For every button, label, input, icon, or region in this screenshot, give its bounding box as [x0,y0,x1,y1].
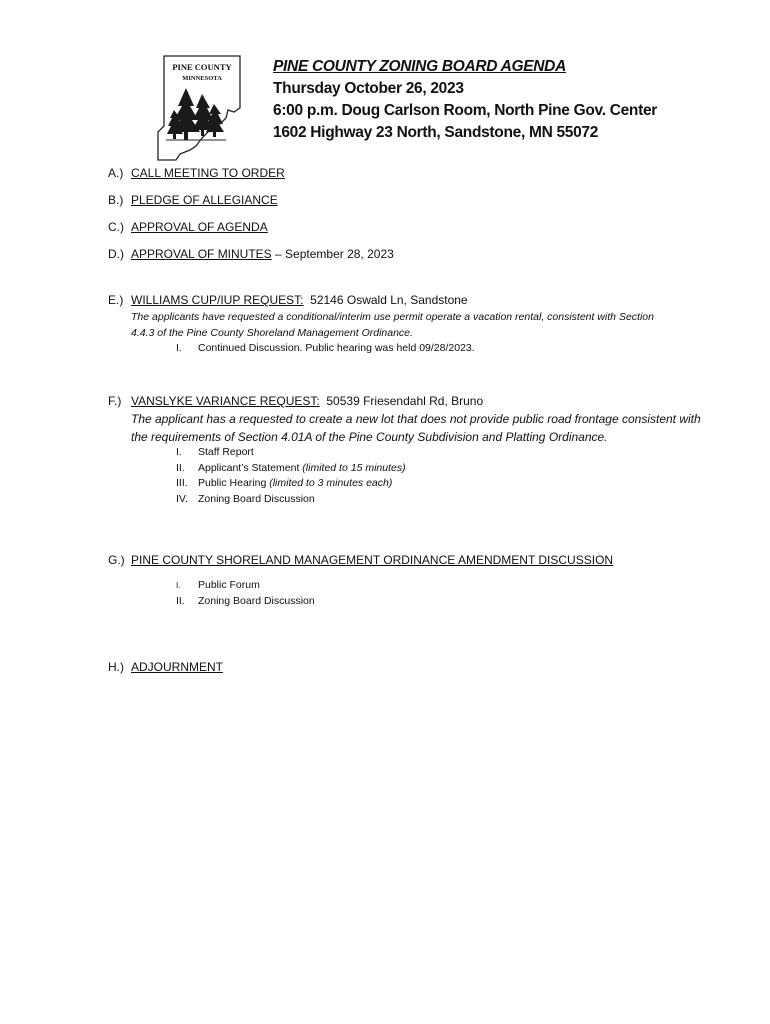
agenda-item-h [108,660,223,674]
sub-text: Public Hearing [198,477,270,489]
sub-number: I. [176,342,182,354]
item-suffix: – September 28, 2023 [271,247,394,261]
item-letter: C.) [108,220,124,234]
logo-line2: MINNESOTA [182,75,222,82]
sub-number: II. [176,595,185,607]
item-f-description-1: The applicant has a requested to create a new lot that does not provide public road frontage consistent with [131,412,701,426]
meeting-time-location: 6:00 p.m. Doug Carlson Room, North Pine Gov. Center [273,102,658,119]
item-f-sub-1 [176,446,254,458]
item-label: APPROVAL OF AGENDA [131,220,268,234]
item-letter: E.) [108,293,124,307]
logo-line1: PINE COUNTY [172,62,232,72]
pine-county-map-icon [156,54,274,162]
sub-text: Staff Report [198,446,254,458]
item-f-description-2: the requirements of Section 4.01A of the Pine County Subdivision and Platting Ordinance. [131,430,608,444]
item-letter: G.) [108,553,125,567]
item-label: APPROVAL OF MINUTES [131,247,272,261]
item-g-sub-1 [176,579,260,591]
agenda-item-b [108,193,278,207]
item-letter: D.) [108,247,124,261]
item-label: ADJOURNMENT [131,660,223,674]
item-label: PINE COUNTY SHORELAND MANAGEMENT ORDINANCE AMENDMENT DISCUSSION [131,553,614,567]
item-letter: A.) [108,166,124,180]
sub-text: Public Forum [198,579,260,591]
item-letter: F.) [108,394,122,408]
agenda-title: PINE COUNTY ZONING BOARD AGENDA [273,58,566,75]
sub-number: III. [176,477,188,489]
sub-text: Zoning Board Discussion [198,493,315,505]
agenda-item-g [108,553,613,567]
sub-number: I. [176,446,182,458]
item-label: WILLIAMS CUP/IUP REQUEST: [131,293,304,307]
item-f-sub-3 [176,477,392,489]
item-label: PLEDGE OF ALLEGIANCE [131,193,278,207]
item-e-description-2: 4.4.3 of the Pine County Shoreland Management Ordinance. [131,327,413,339]
sub-text: Continued Discussion. Public hearing was held 09/28/2023. [198,342,475,354]
item-location: 52146 Oswald Ln, Sandstone [303,293,468,307]
agenda-item-f [108,394,483,408]
item-e-sub-1 [176,342,475,354]
item-f-sub-4 [176,493,315,505]
item-letter: B.) [108,193,124,207]
item-location: 50539 Friesendahl Rd, Bruno [319,394,484,408]
item-f-sub-2 [176,462,406,474]
sub-number: II. [176,462,185,474]
agenda-item-a [108,166,285,180]
meeting-date: Thursday October 26, 2023 [273,80,464,97]
pine-county-logo [156,54,274,162]
sub-number: IV. [176,493,188,505]
item-g-sub-2 [176,595,315,607]
item-e-description-1: The applicants have requested a conditional/interim use permit operate a vacation rental, consistent with Section [131,311,654,323]
agenda-item-c [108,220,268,234]
item-label: VANSLYKE VARIANCE REQUEST: [131,394,320,408]
agenda-item-d [108,247,394,261]
sub-number: I. [176,581,181,590]
meeting-address: 1602 Highway 23 North, Sandstone, MN 55072 [273,124,599,141]
sub-note: (limited to 3 minutes each) [269,477,393,489]
item-letter: H.) [108,660,124,674]
sub-note: (limited to 15 minutes) [302,462,406,474]
sub-text: Applicant’s Statement [198,462,303,474]
sub-text: Zoning Board Discussion [198,595,315,607]
item-label: CALL MEETING TO ORDER [131,166,285,180]
agenda-item-e [108,293,468,307]
